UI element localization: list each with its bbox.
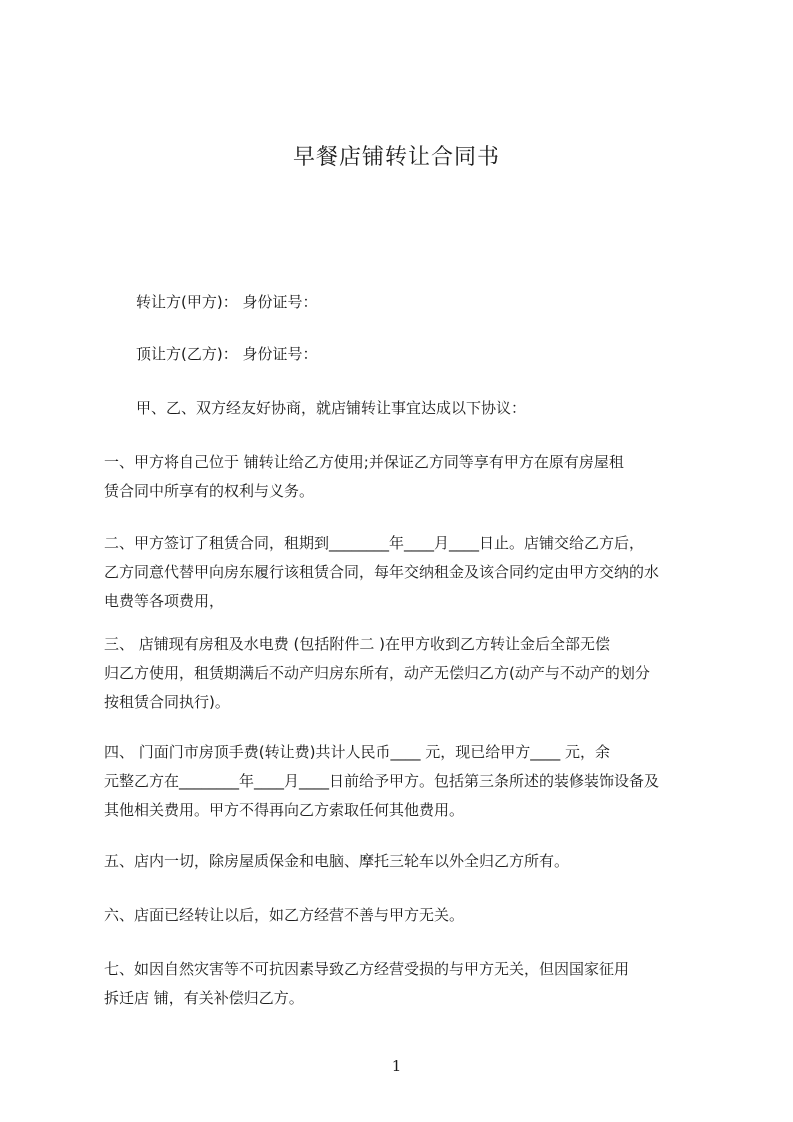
clause-line: 二、甲方签订了租赁合同，租期到________年____月____日止。店铺交给乙方后， bbox=[104, 534, 645, 552]
transferee-line: 顶让方(乙方)： 身份证号： bbox=[136, 345, 318, 363]
clause-line: 三、 店铺现有房租及水电费 (包括附件二 )在甲方收到乙方转让金后全部无偿 bbox=[104, 635, 611, 653]
clause-line: 拆迁店 铺，有关补偿归乙方。 bbox=[104, 989, 304, 1007]
clause-line: 七、如因自然灾害等不可抗因素导致乙方经营受损的与甲方无关，但因国家征用 bbox=[104, 960, 630, 978]
clause-line: 乙方同意代替甲向房东履行该租赁合同，每年交纳租金及该合同约定由甲方交纳的水 bbox=[104, 563, 660, 581]
clause-7 bbox=[104, 959, 704, 1017]
clause-line: 六、店面已经转让以后，如乙方经营不善与甲方无关。 bbox=[104, 906, 465, 924]
clause-line: 按租赁合同执行)。 bbox=[104, 693, 230, 711]
clause-2 bbox=[104, 533, 704, 620]
clause-line: 四、 门面门市房顶手费(转让费)共计人民币____ 元，现已给甲方____ 元，余 bbox=[104, 743, 611, 761]
clause-line: 赁合同中所享有的权利与义务。 bbox=[104, 482, 315, 500]
clause-line: 归乙方使用，租赁期满后不动产归房东所有，动产无偿归乙方(动产与不动产的划分 bbox=[104, 664, 650, 682]
clause-3 bbox=[104, 634, 704, 721]
transferor-line: 转让方(甲方)： 身份证号： bbox=[136, 293, 318, 311]
intro-line: 甲、乙、双方经友好协商，就店铺转让事宜达成以下协议： bbox=[136, 399, 527, 417]
clause-line: 一、甲方将自己位于 铺转让给乙方使用;并保证乙方同等享有甲方在原有房屋租 bbox=[104, 453, 624, 471]
page-number: 1 bbox=[391, 1057, 402, 1075]
clause-4 bbox=[104, 742, 704, 829]
clause-line: 其他相关费用。甲方不得再向乙方索取任何其他费用。 bbox=[104, 801, 465, 819]
clause-line: 五、店内一切，除房屋质保金和电脑、摩托三轮车以外全归乙方所有。 bbox=[104, 852, 570, 870]
clause-line: 元整乙方在________年____月____日前给予甲方。包括第三条所述的装修装饰设备及 bbox=[104, 772, 660, 790]
clause-6 bbox=[104, 905, 704, 934]
clause-line: 电费等各项费用， bbox=[104, 592, 225, 610]
clause-1 bbox=[104, 452, 704, 510]
clause-5 bbox=[104, 851, 704, 880]
document-title: 早餐店铺转让合同书 bbox=[292, 145, 500, 170]
